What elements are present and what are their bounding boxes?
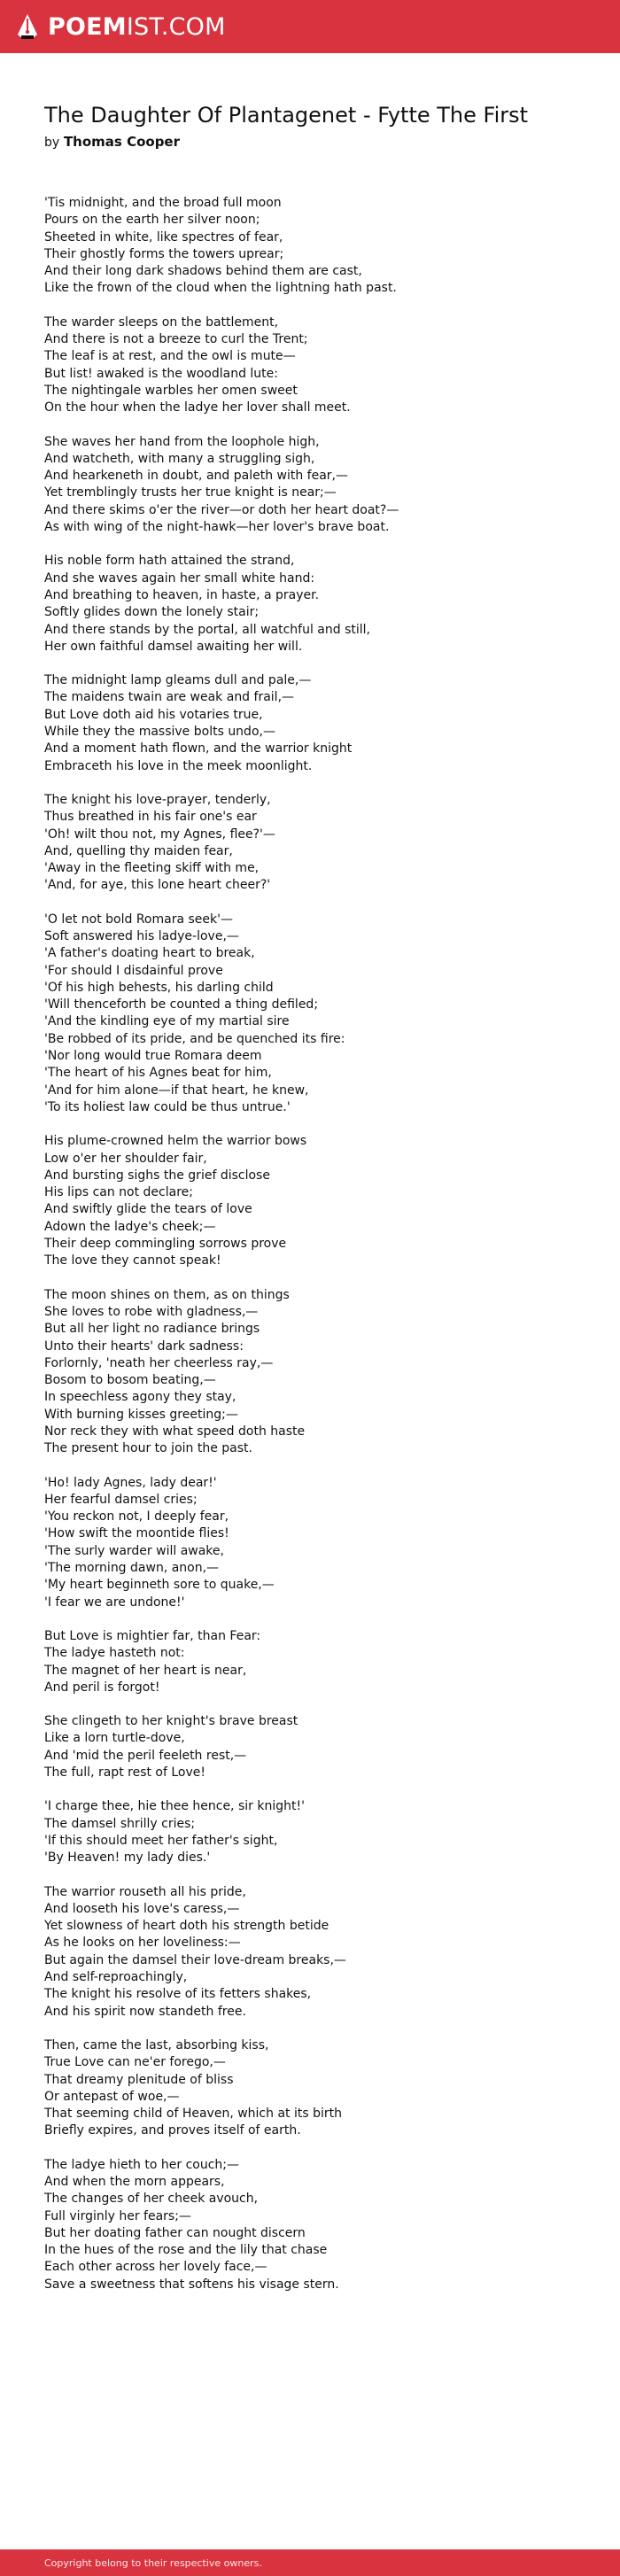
poem-line: And bursting sighs the grief disclose — [44, 1168, 270, 1183]
poem-line: 'If this should meet her father's sight, — [44, 1833, 278, 1848]
poem-line: 'For should I disdainful prove — [44, 963, 223, 978]
logo-light-text: IST.COM — [126, 12, 226, 41]
poem-line: 'The morning dawn, anon,— — [44, 1561, 220, 1576]
logo-bold-text: POEM — [48, 12, 127, 41]
poem-line: 'You reckon not, I deeply fear, — [44, 1509, 229, 1525]
poem-page — [0, 53, 576, 2293]
stanza — [44, 2037, 576, 2140]
poem-line: But again the damsel their love-dream breaks,— — [44, 1952, 346, 1967]
poem-line: And there skims o'er the river—or doth her heart doat?— — [44, 502, 399, 517]
poem-line: Nor reck they with what speed doth haste — [44, 1424, 306, 1439]
stanza — [44, 1133, 576, 1269]
poem-line: 'Away in the fleeting skiff with me, — [44, 861, 260, 876]
poem-line: But her doating father can nought discern — [44, 2225, 306, 2240]
poem-line: In the hues of the rose and the lily that chase — [44, 2243, 328, 2258]
poem-body — [44, 195, 576, 2293]
stanza — [44, 792, 576, 895]
poem-line: With burning kisses greeting;— — [44, 1407, 238, 1422]
poem-line: The leaf is at rest, and the owl is mute— — [44, 349, 296, 364]
poem-line: Or antepast of woe,— — [44, 2089, 180, 2104]
poem-line: 'Tis midnight, and the broad full moon — [44, 196, 282, 210]
poem-line: Her own faithful damsel awaiting her will. — [44, 639, 303, 654]
poem-line: Soft answered his ladye-love,— — [44, 928, 239, 943]
poem-line: 'I fear we are undone!' — [44, 1594, 185, 1610]
poem-line: The present hour to join the past. — [44, 1441, 252, 1456]
stanza — [44, 314, 576, 417]
poem-line: And swiftly glide the tears of love — [44, 1202, 252, 1217]
poem-line: She waves her hand from the loophole high, — [44, 434, 320, 449]
poem-line: Like the frown of the cloud when the lightning hath past. — [44, 281, 397, 296]
poem-line: 'I charge thee, hie thee hence, sir knight!' — [44, 1799, 305, 1814]
stanza — [44, 434, 576, 537]
poem-line: Softly glides down the lonely stair; — [44, 605, 260, 620]
poem-line: Thus breathed in his fair one's ear — [44, 810, 257, 825]
poem-line: And a moment hath flown, and the warrior knight — [44, 741, 353, 757]
by-label: by — [44, 136, 60, 150]
poem-line: The maidens twain are weak and frail,— — [44, 690, 295, 705]
stanza — [44, 1713, 576, 1781]
stanza — [44, 1884, 576, 2021]
poem-line: Unto their hearts' dark sadness: — [44, 1338, 244, 1354]
pen-nib-icon[interactable] — [16, 13, 39, 40]
poem-line: 'And, for aye, this lone heart cheer?' — [44, 878, 271, 893]
poem-line: 'Ho! lady Agnes, lady dear!' — [44, 1475, 217, 1490]
poem-line: But Love doth aid his votaries true, — [44, 707, 263, 722]
poem-line: Then, came the last, absorbing kiss, — [44, 2037, 269, 2052]
poem-line: 'Nor long would true Romara deem — [44, 1049, 262, 1064]
poem-line: Pours on the earth her silver noon; — [44, 213, 260, 228]
poem-line: But Love is mightier far, than Fear: — [44, 1628, 261, 1643]
poem-line: And there stands by the portal, all watchful and still, — [44, 622, 370, 637]
poem-line: Like a lorn turtle-dove, — [44, 1731, 185, 1746]
site-footer — [0, 2549, 620, 2576]
poem-line: The changes of her cheek avouch, — [44, 2192, 259, 2207]
poem-line: But list! awaked is the woodland lute: — [44, 366, 278, 381]
poem-line: And his spirit now standeth free. — [44, 2004, 246, 2019]
poem-line: 'Will thenceforth be counted a thing defiled; — [44, 997, 319, 1013]
poem-line: Low o'er her shoulder fair, — [44, 1151, 207, 1166]
poem-line: 'To its holiest law could be thus untrue.' — [44, 1099, 291, 1114]
poem-line: Embraceth his love in the meek moonlight. — [44, 758, 313, 773]
poem-line: The full, rapt rest of Love! — [44, 1765, 205, 1781]
stanza — [44, 1628, 576, 1696]
poem-line: And hearkeneth in doubt, and paleth with fear,— — [44, 469, 348, 484]
site-header — [0, 0, 620, 53]
poem-line: 'By Heaven! my lady dies.' — [44, 1851, 211, 1866]
poem-line: Their ghostly forms the towers uprear; — [44, 246, 284, 261]
poem-line: And peril is forgot! — [44, 1680, 160, 1695]
stanza — [44, 1287, 576, 1458]
poem-line: And when the morn appears, — [44, 2174, 225, 2189]
poem-line: 'And the kindling eye of my martial sire — [44, 1014, 290, 1029]
poem-line: And looseth his love's caress,— — [44, 1901, 240, 1916]
poem-line: 'My heart beginneth sore to quake,— — [44, 1578, 275, 1593]
poem-line: And breathing to heaven, in haste, a prayer. — [44, 587, 320, 602]
copyright-text: Copyright belong to their respective owners. — [44, 2557, 262, 2569]
poem-line: She clingeth to her knight's brave breast — [44, 1714, 298, 1729]
poem-line: 'The heart of his Agnes beat for him, — [44, 1066, 272, 1081]
poem-line: The magnet of her heart is near, — [44, 1663, 247, 1678]
author-link[interactable]: Thomas Cooper — [63, 134, 180, 150]
poem-line: The knight his resolve of its fetters shakes, — [44, 1987, 312, 2002]
poem-line: While they the massive bolts undo,— — [44, 725, 275, 740]
poem-line: And, quelling thy maiden fear, — [44, 843, 233, 858]
poem-line: On the hour when the ladye her lover shall meet. — [44, 400, 351, 415]
poem-line: The damsel shrilly cries; — [44, 1816, 196, 1831]
poem-line: 'Be robbed of its pride, and be quenched its fire: — [44, 1031, 345, 1046]
poem-line: The moon shines on them, as on things — [44, 1287, 290, 1302]
poem-line: Yet slowness of heart doth his strength betide — [44, 1919, 329, 1934]
poem-line: Save a sweetness that softens his visage stern. — [44, 2277, 339, 2292]
poem-line: Each other across her lovely face,— — [44, 2260, 267, 2275]
poem-line: And she waves again her small white hand: — [44, 570, 315, 586]
stanza — [44, 672, 576, 775]
poem-line: Their deep commingling sorrows prove — [44, 1237, 287, 1252]
stanza — [44, 1798, 576, 1866]
poem-line: She loves to robe with gladness,— — [44, 1304, 259, 1319]
poem-line: As with wing of the night-hawk—her lover's brave boat. — [44, 520, 390, 535]
poem-line: In speechless agony they stay, — [44, 1390, 236, 1405]
stanza — [44, 553, 576, 656]
poem-line: Forlornly, 'neath her cheerless ray,— — [44, 1355, 274, 1370]
poem-line: 'Of his high behests, his darling child — [44, 980, 274, 995]
poem-title: The Daughter Of Plantagenet - Fytte The First — [44, 103, 529, 128]
poem-line: Sheeted in white, like spectres of fear, — [44, 229, 283, 244]
poem-line: That dreamy plenitude of bliss — [44, 2072, 234, 2087]
poem-line: Her fearful damsel cries; — [44, 1492, 198, 1507]
poem-line: And their long dark shadows behind them are cast, — [44, 264, 362, 279]
poem-line: The knight his love-prayer, tenderly, — [44, 792, 271, 807]
poem-line: The nightingale warbles her omen sweet — [44, 383, 298, 398]
poem-line: His noble form hath attained the strand, — [44, 554, 295, 569]
site-logo[interactable] — [48, 12, 226, 41]
poem-line: Full virginly her fears;— — [44, 2208, 191, 2223]
poem-line: And 'mid the peril feeleth rest,— — [44, 1748, 247, 1763]
poem-line: 'Oh! wilt thou not, my Agnes, flee?'— — [44, 826, 275, 842]
poem-line: 'How swift the moontide flies! — [44, 1526, 229, 1541]
poem-line: And watcheth, with many a struggling sigh, — [44, 451, 315, 466]
poem-line: And there is not a breeze to curl the Trent; — [44, 332, 308, 347]
poem-line: Adown the ladye's cheek;— — [44, 1219, 216, 1234]
poem-line: But all her light no radiance brings — [44, 1322, 260, 1337]
poem-line: His lips can not declare; — [44, 1185, 193, 1200]
poem-line: As he looks on her loveliness:— — [44, 1936, 241, 1951]
poem-line: Briefly expires, and proves itself of earth. — [44, 2123, 301, 2138]
poem-line: And self-reproachingly, — [44, 1970, 188, 1985]
poem-line: The ladye hasteth not: — [44, 1646, 185, 1661]
poem-line: The warrior rouseth all his pride, — [44, 1884, 246, 1899]
poem-line: 'The surly warder will awake, — [44, 1543, 224, 1558]
poem-line: Yet tremblingly trusts her true knight is near;— — [44, 485, 337, 500]
poem-line: 'O let not bold Romara seek'— — [44, 912, 233, 927]
poem-line: His plume-crowned helm the warrior bows — [44, 1134, 307, 1149]
stanza — [44, 195, 576, 298]
poem-line: The midnight lamp gleams dull and pale,— — [44, 673, 312, 688]
poem-line: The ladye hieth to her couch;— — [44, 2157, 240, 2172]
poem-line: True Love can ne'er forego,— — [44, 2055, 226, 2070]
byline — [44, 134, 576, 151]
poem-line: 'And for him alone—if that heart, he knew, — [44, 1082, 309, 1098]
stanza — [44, 912, 576, 1117]
poem-line: That seeming child of Heaven, which at its birth — [44, 2107, 342, 2122]
poem-line: The love they cannot speak! — [44, 1253, 221, 1269]
poem-line: Bosom to bosom beating,— — [44, 1373, 216, 1388]
stanza — [44, 1475, 576, 1611]
stanza — [44, 2157, 576, 2293]
poem-line: 'A father's doating heart to break, — [44, 946, 255, 961]
poem-line: The warder sleeps on the battlement, — [44, 314, 279, 330]
